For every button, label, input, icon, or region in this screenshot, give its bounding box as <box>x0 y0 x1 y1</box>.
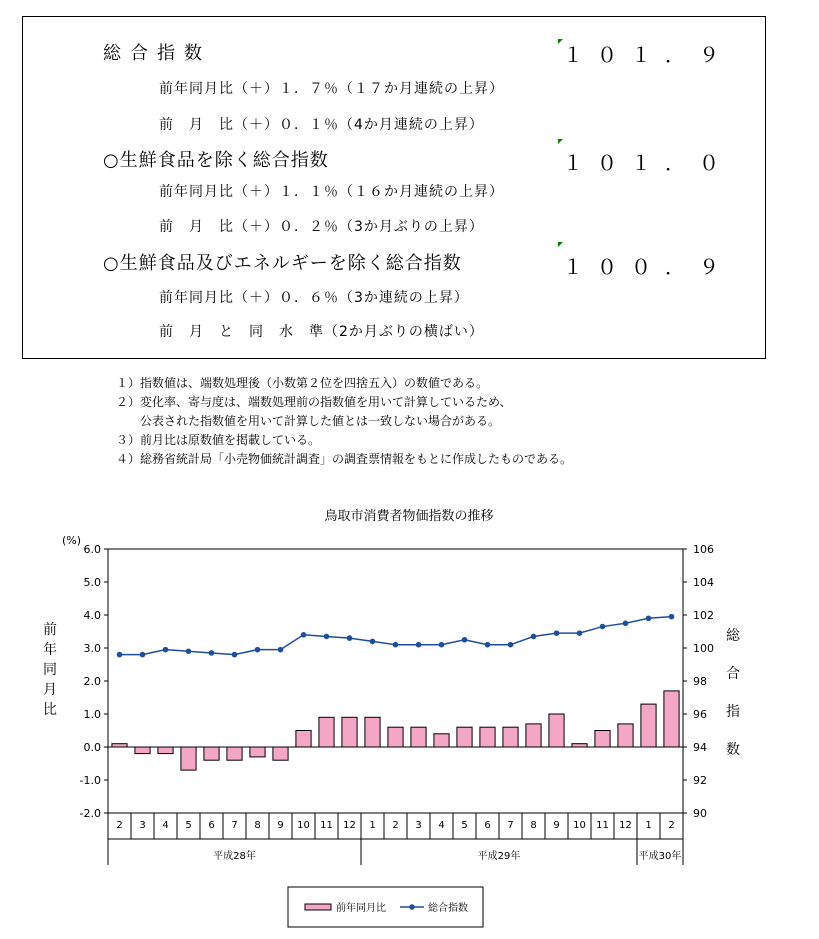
note-line: 公表された指数値を用いて計算した値とは一致しない場合がある。 <box>116 414 501 428</box>
category-label: 7 <box>507 820 514 831</box>
index-point <box>531 634 537 640</box>
cell-marker-icon <box>558 139 563 144</box>
cell-marker-icon <box>558 242 563 247</box>
category-label: 8 <box>254 820 261 831</box>
category-label: 6 <box>208 820 215 831</box>
bar <box>181 747 196 770</box>
index-line <box>120 617 672 655</box>
index-point <box>554 630 560 636</box>
category-label: 2 <box>116 820 123 831</box>
bar <box>457 727 472 747</box>
index-point <box>623 620 629 626</box>
index-point <box>278 647 284 653</box>
right-tick-label: 100 <box>693 642 714 655</box>
bar <box>664 691 679 747</box>
legend-bar-swatch <box>305 904 331 910</box>
category-label: 5 <box>185 820 192 831</box>
core-mom: 前 月 比（＋）０．２％（3か月ぶりの上昇） <box>159 219 484 235</box>
chart-title: 鳥取市消費者物価指数の推移 <box>324 509 494 524</box>
bar <box>319 717 334 747</box>
left-tick-label: 6.0 <box>83 543 101 556</box>
notes <box>116 374 572 469</box>
bar <box>342 717 357 747</box>
note-line: ２）変化率、寄与度は、端数処理前の指数値を用いて計算しているため、 <box>116 395 512 409</box>
index-point <box>301 632 307 638</box>
bar <box>595 731 610 748</box>
category-label: 4 <box>438 820 445 831</box>
category-label: 6 <box>484 820 491 831</box>
bar <box>641 704 656 747</box>
index-point <box>347 635 353 641</box>
index-point <box>393 642 399 648</box>
category-label: 1 <box>645 820 652 831</box>
cpi-chart <box>0 500 819 939</box>
bar <box>158 747 173 754</box>
left-axis-label-char: 比 <box>43 702 57 718</box>
index-point <box>255 647 261 653</box>
right-axis-label-char: 指 <box>726 704 740 720</box>
bar <box>480 727 495 747</box>
year-label: 平成30年 <box>638 851 682 862</box>
core-yoy: 前年同月比（＋）１．１％（１６か月連続の上昇） <box>159 184 504 200</box>
index-point <box>508 642 514 648</box>
right-axis-label-char: 数 <box>726 742 740 758</box>
category-label: 1 <box>369 820 376 831</box>
index-point <box>646 616 652 622</box>
left-tick-label: 2.0 <box>83 675 101 688</box>
bar <box>434 734 449 747</box>
index-point <box>117 652 123 658</box>
index-point <box>163 647 169 653</box>
bar <box>388 727 403 747</box>
left-axis-label-char: 前 <box>43 622 57 638</box>
legend-line-marker <box>409 904 415 910</box>
core-core-index-value: １００．９ <box>563 255 733 279</box>
year-label: 平成29年 <box>477 851 521 862</box>
category-label: 9 <box>553 820 560 831</box>
category-label: 3 <box>415 820 422 831</box>
category-label: 12 <box>343 820 356 831</box>
bar <box>135 747 150 754</box>
category-label: 10 <box>297 820 310 831</box>
category-label: 2 <box>668 820 675 831</box>
bar <box>296 731 311 748</box>
bar <box>365 717 380 747</box>
bar <box>204 747 219 760</box>
general-index-title: 総合指数 <box>103 43 211 64</box>
summary-box <box>22 16 766 359</box>
index-point <box>600 624 606 630</box>
note-line: ４）総務省統計局「小売物価統計調査」の調査票情報をもとに作成したものである。 <box>116 452 573 466</box>
index-point <box>370 639 376 645</box>
category-label: 9 <box>277 820 284 831</box>
bar <box>227 747 242 760</box>
left-tick-label: 1.0 <box>83 708 101 721</box>
index-point <box>416 642 422 648</box>
right-tick-label: 92 <box>693 774 707 787</box>
core-core-index-title: ○生鮮食品及びエネルギーを除く総合指数 <box>103 253 462 274</box>
bar <box>273 747 288 760</box>
core-core-yoy: 前年同月比（＋）０．６％（3か連続の上昇） <box>159 290 469 306</box>
left-tick-label: 0.0 <box>83 741 101 754</box>
bar <box>549 714 564 747</box>
index-point <box>324 634 330 640</box>
category-label: 8 <box>530 820 537 831</box>
left-tick-label: -2.0 <box>79 807 101 820</box>
left-axis-label-char: 月 <box>43 682 57 698</box>
category-label: 3 <box>139 820 146 831</box>
bar <box>526 724 541 747</box>
left-axis-unit: (%) <box>62 534 82 547</box>
note-line: １）指数値は、端数処理後（小数第２位を四捨五入）の数値である。 <box>116 376 489 390</box>
right-axis-label-char: 合 <box>726 666 740 682</box>
right-tick-label: 98 <box>693 675 707 688</box>
index-point <box>209 650 215 656</box>
core-index-title: ○生鮮食品を除く総合指数 <box>103 150 329 171</box>
legend-line-label: 総合指数 <box>428 903 468 914</box>
category-label: 11 <box>596 820 609 831</box>
year-label: 平成28年 <box>213 851 256 862</box>
right-tick-label: 106 <box>693 543 714 556</box>
left-tick-label: -1.0 <box>79 774 101 787</box>
right-tick-label: 94 <box>693 741 707 754</box>
bar <box>411 727 426 747</box>
right-tick-label: 104 <box>693 576 714 589</box>
left-axis-label-char: 同 <box>43 662 57 678</box>
category-label: 5 <box>461 820 468 831</box>
index-point <box>485 642 491 648</box>
right-tick-label: 102 <box>693 609 714 622</box>
index-point <box>140 652 146 658</box>
bar <box>250 747 265 757</box>
index-point <box>186 649 192 655</box>
index-point <box>462 637 468 643</box>
left-tick-label: 3.0 <box>83 642 101 655</box>
index-point <box>669 614 675 620</box>
category-label: 11 <box>320 820 333 831</box>
right-tick-label: 90 <box>693 807 707 820</box>
left-axis-label-char: 年 <box>43 642 57 658</box>
general-yoy: 前年同月比（＋）１．７％（１７か月連続の上昇） <box>159 81 504 97</box>
core-index-value: １０１．０ <box>563 151 733 175</box>
left-tick-label: 4.0 <box>83 609 101 622</box>
category-label: 7 <box>231 820 238 831</box>
index-point <box>577 630 583 636</box>
category-label: 10 <box>573 820 586 831</box>
category-label: 12 <box>619 820 632 831</box>
general-index-value: １０１．９ <box>563 43 733 67</box>
right-axis-label-char: 総 <box>726 628 740 644</box>
index-point <box>439 642 445 648</box>
category-label: 4 <box>162 820 169 831</box>
note-line: ３）前月比は原数値を掲載している。 <box>116 433 321 447</box>
bar <box>503 727 518 747</box>
general-mom: 前 月 比（＋）０．１％（4か月連続の上昇） <box>159 117 484 133</box>
core-core-mom: 前 月 と 同 水 準（2か月ぶりの横ばい） <box>159 324 484 340</box>
right-tick-label: 96 <box>693 708 707 721</box>
left-tick-label: 5.0 <box>83 576 101 589</box>
category-label: 2 <box>392 820 399 831</box>
index-point <box>232 652 238 658</box>
plot-area <box>108 549 683 813</box>
bar <box>618 724 633 747</box>
legend-bar-label: 前年同月比 <box>336 903 386 914</box>
